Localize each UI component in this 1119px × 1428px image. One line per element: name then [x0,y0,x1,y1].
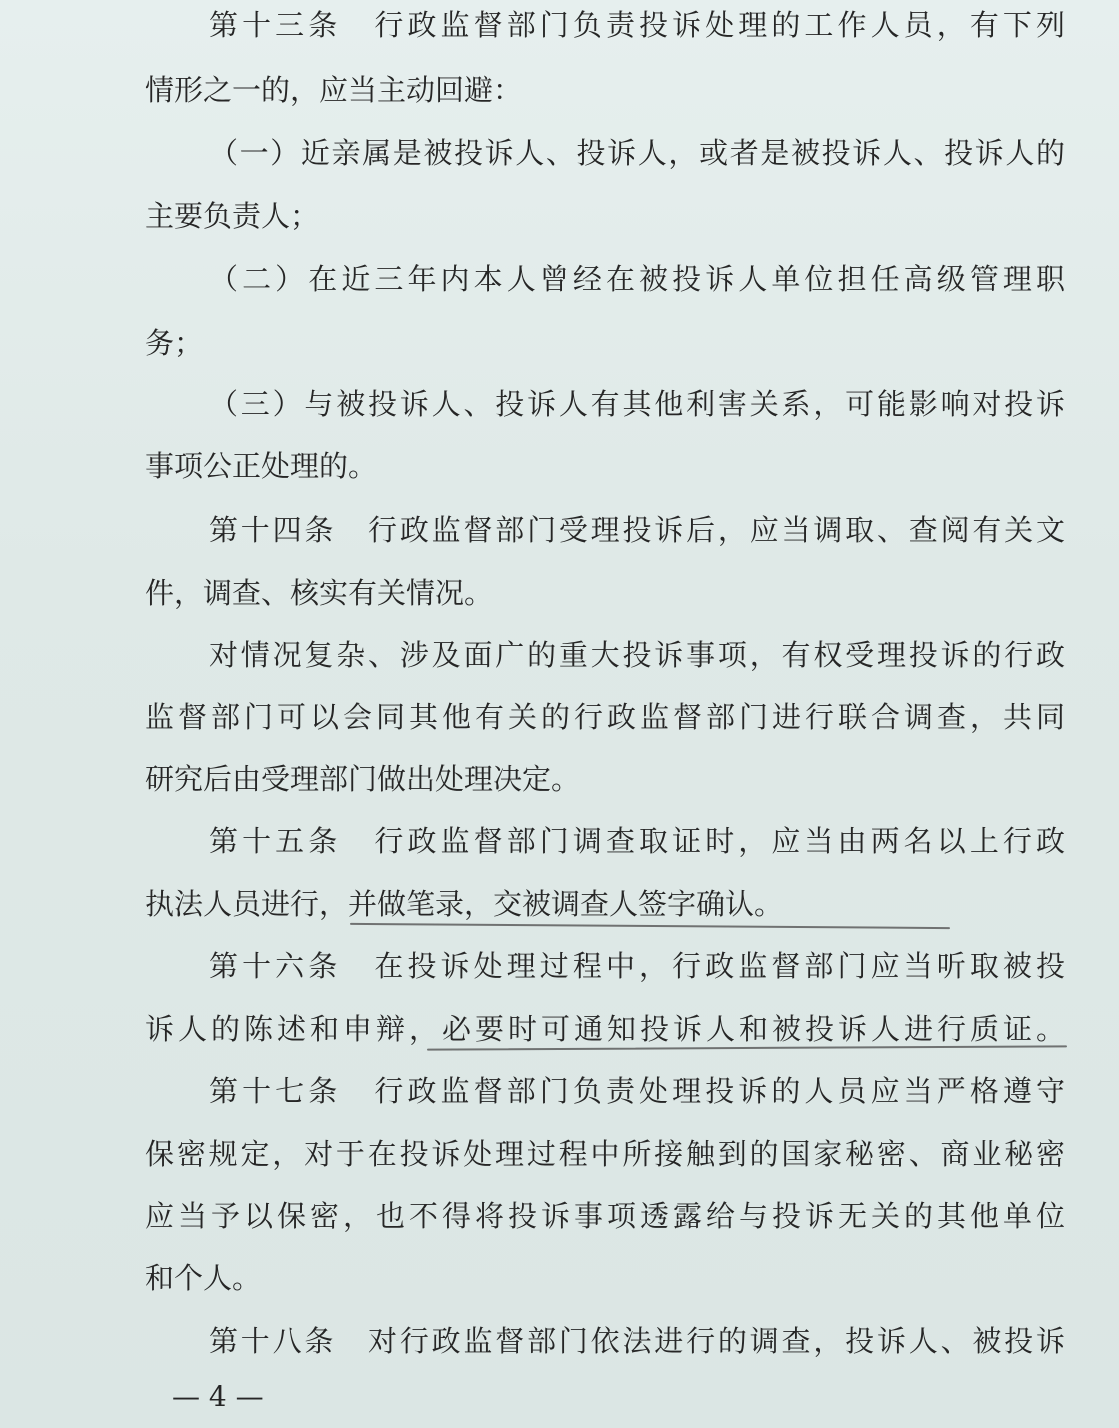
text-line: 件，调查、核实有关情况。 [145,576,494,610]
text-line: 情形之一的，应当主动回避： [145,73,523,107]
text-line: （一）近亲属是被投诉人、投诉人，或者是被投诉人、投诉人的 [209,136,1065,170]
text-line: 第十八条 对行政监督部门依法进行的调查，投诉人、被投诉 [209,1324,1065,1358]
text-line: 执法人员进行，并做笔录，交被调查人签字确认。 [145,887,784,921]
text-line: 务； [145,326,204,360]
text-line: 第十六条 在投诉处理过程中，行政监督部门应当听取被投 [209,949,1065,983]
text-line: 研究后由受理部门做出处理决定。 [145,762,581,796]
text-line: 第十七条 行政监督部门负责处理投诉的人员应当严格遵守 [209,1074,1065,1108]
text-line: 事项公正处理的。 [145,449,378,483]
text-line: 主要负责人； [145,199,320,233]
text-line: 对情况复杂、涉及面广的重大投诉事项，有权受理投诉的行政 [209,638,1065,672]
text-line: 监督部门可以会同其他有关的行政监督部门进行联合调查，共同 [145,700,1065,734]
text-line: 第十三条 行政监督部门负责投诉处理的工作人员，有下列 [209,8,1065,42]
text-line: 应当予以保密，也不得将投诉事项透露给与投诉无关的其他单位 [145,1199,1065,1233]
text-line: 诉人的陈述和申辩，必要时可通知投诉人和被投诉人进行质证。 [145,1012,1065,1046]
page-number: — 4 — [172,1380,264,1413]
text-line: （二）在近三年内本人曾经在被投诉人单位担任高级管理职 [209,262,1065,296]
text-line: 第十四条 行政监督部门受理投诉后，应当调取、查阅有关文 [209,513,1065,547]
text-line: 第十五条 行政监督部门调查取证时，应当由两名以上行政 [209,824,1065,858]
text-line: 和个人。 [145,1261,262,1295]
text-line: 保密规定，对于在投诉处理过程中所接触到的国家秘密、商业秘密 [145,1137,1065,1171]
text-line: （三）与被投诉人、投诉人有其他利害关系，可能影响对投诉 [209,387,1065,421]
